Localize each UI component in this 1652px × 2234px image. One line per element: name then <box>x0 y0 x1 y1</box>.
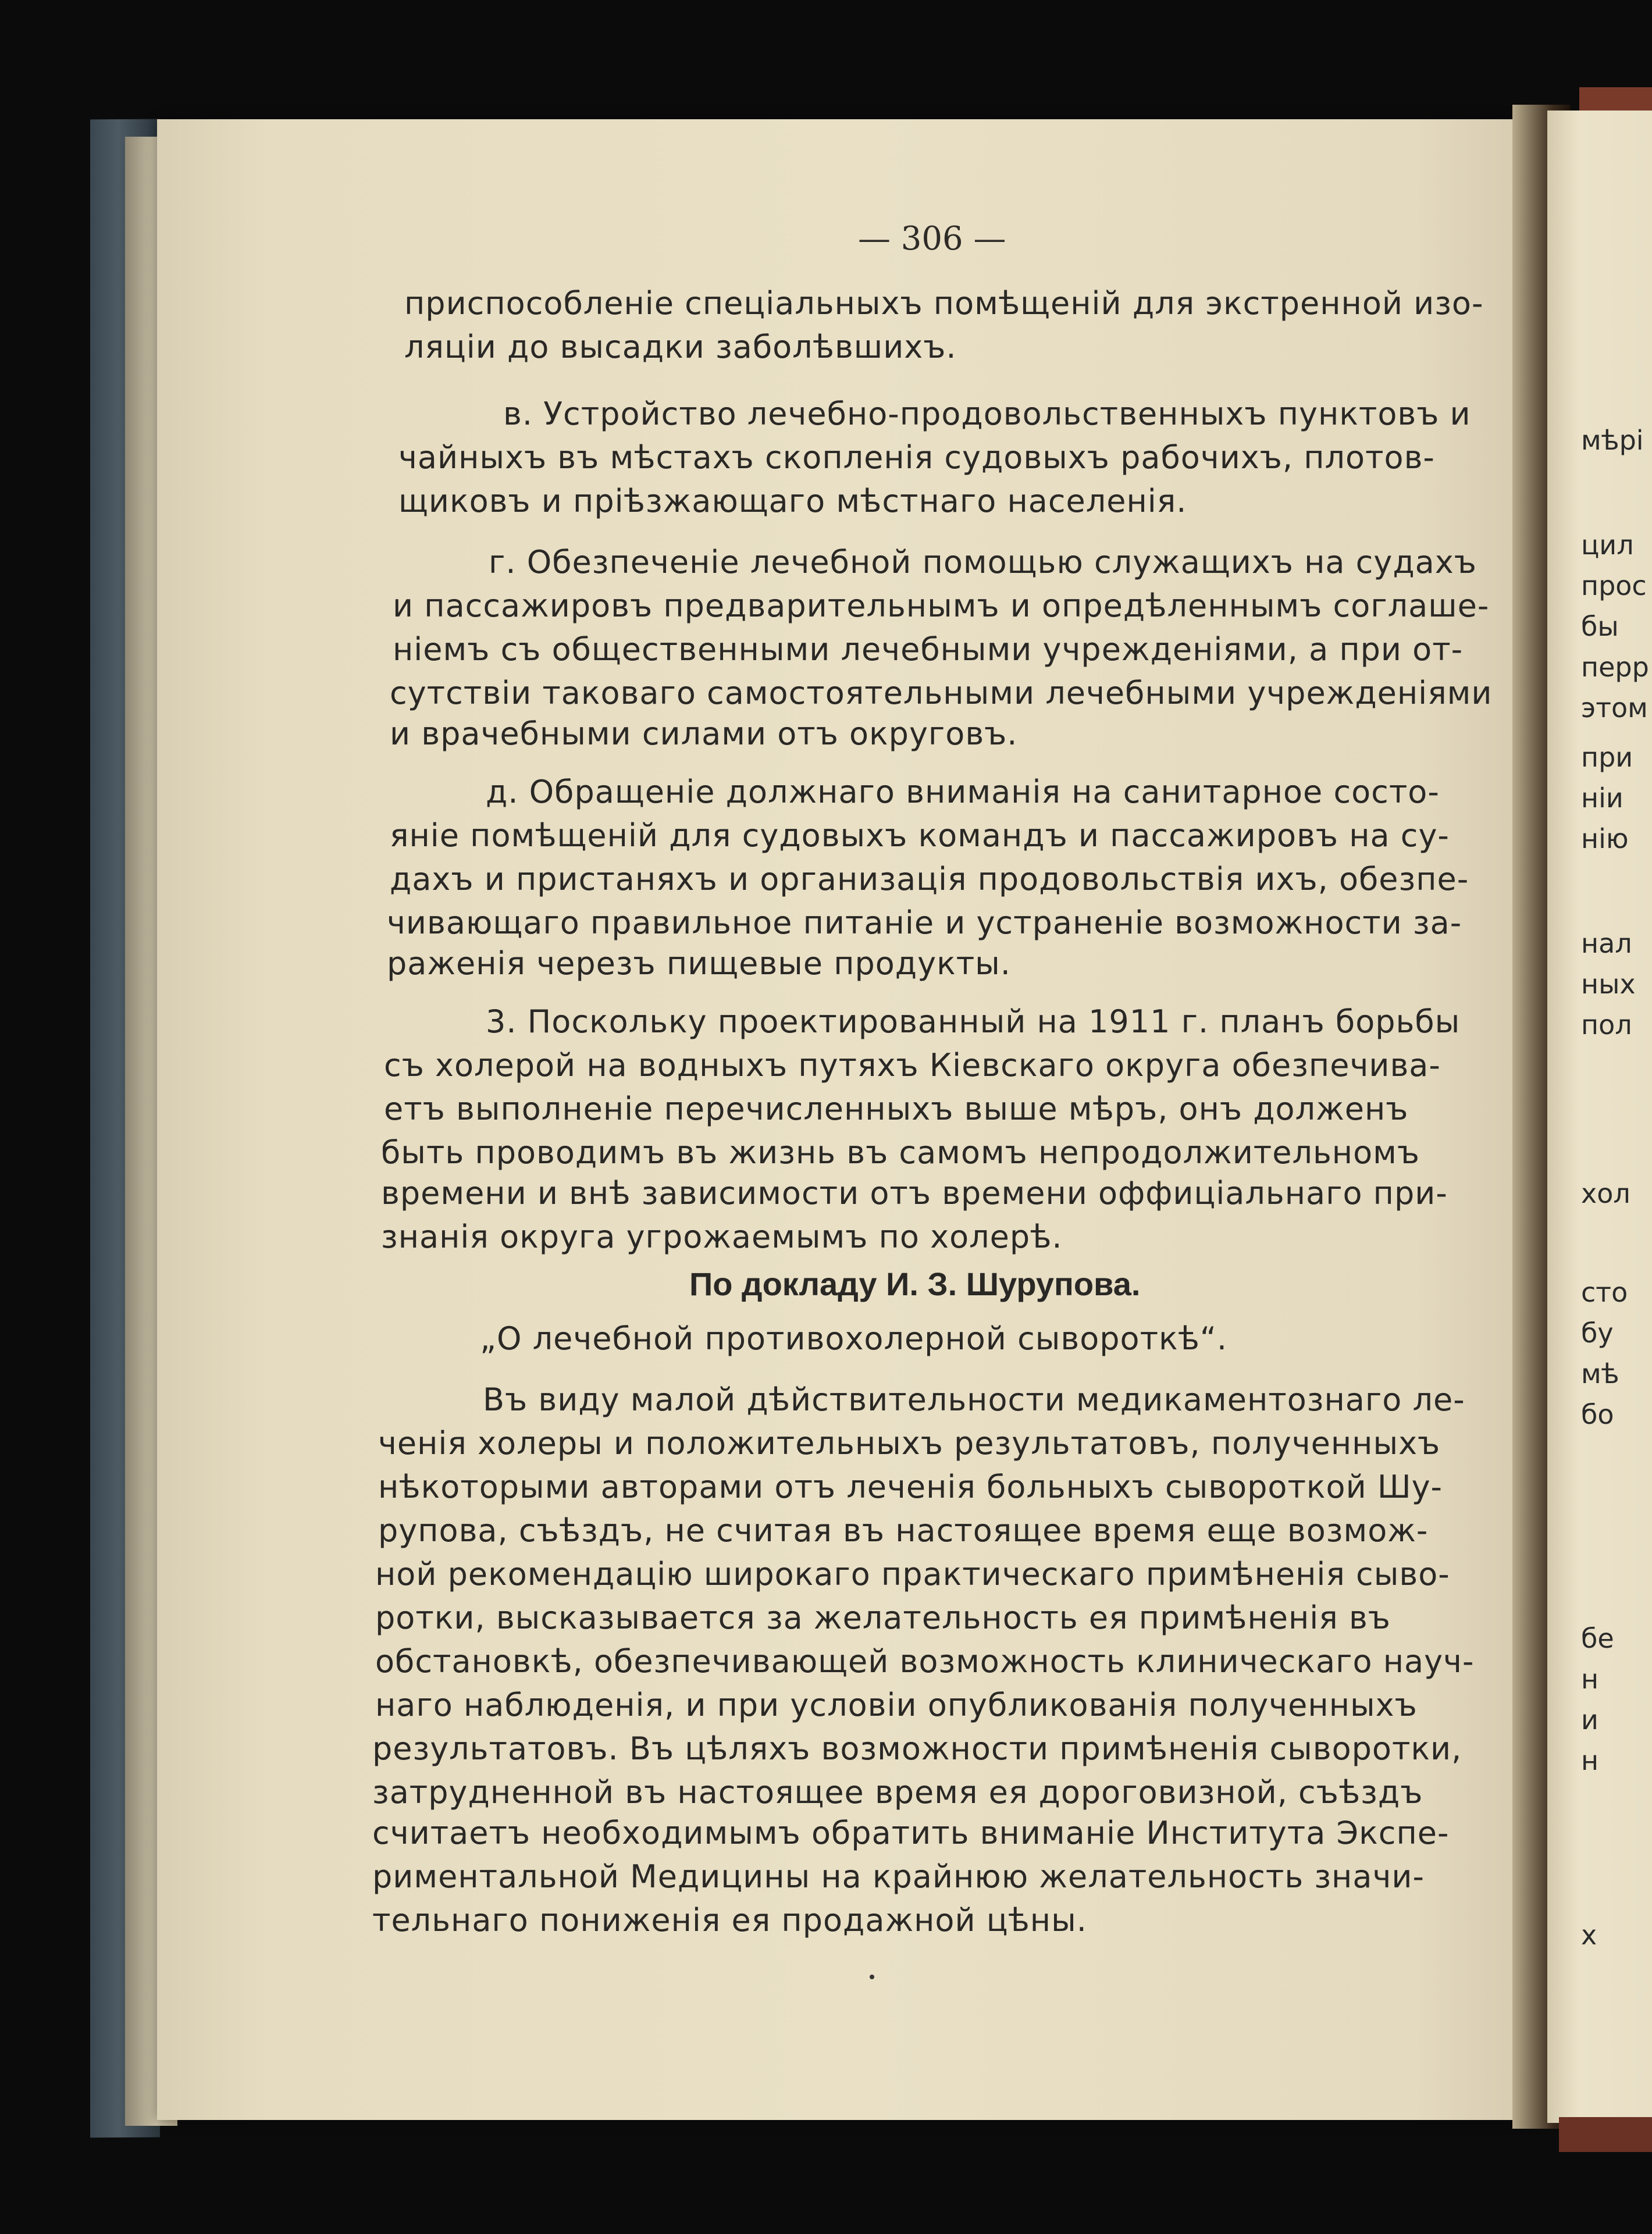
fragment-text: хол <box>1581 1178 1630 1209</box>
text-line: считаетъ необходимымъ обратить вниманіе Института Экспе- <box>372 1815 1450 1851</box>
text-line: щиковъ и пріѣзжающаго мѣстнаго населенія. <box>398 483 1187 519</box>
text-line: ченія холеры и положительныхъ результатовъ, полученныхъ <box>378 1425 1441 1462</box>
text-line: рупова, съѣздъ, не считая въ настоящее время еще возмож- <box>378 1512 1429 1549</box>
fragment-text: перр <box>1581 651 1649 683</box>
fragment-text: бу <box>1581 1317 1614 1349</box>
text-line: наго наблюденія, и при условіи опубликованія полученныхъ <box>375 1687 1418 1723</box>
text-line: раженія черезъ пищевые продукты. <box>387 945 1011 982</box>
text-line: результатовъ. Въ цѣляхъ возможности примѣненія сыворотки, <box>372 1730 1462 1767</box>
fragment-text: нію <box>1581 823 1629 854</box>
fragment-text: и <box>1581 1704 1598 1736</box>
fragment-text: бы <box>1581 611 1619 642</box>
text-line: г. Обезпеченіе лечебной помощью служащихъ на судахъ <box>489 544 1477 580</box>
fragment-text: мѣрі <box>1581 425 1644 456</box>
fragment-text: прос <box>1581 570 1647 601</box>
section-subheading: „О лечебной противохолерной сывороткѣ“. <box>480 1320 1228 1357</box>
text-line: чивающаго правильное питаніе и устраненіе возможности за- <box>387 904 1462 941</box>
section-heading: По докладу И. З. Шурупова. <box>689 1266 1141 1302</box>
text-line: и врачебными силами отъ округовъ. <box>390 715 1018 752</box>
right-spine-bottom <box>1559 2117 1652 2152</box>
text-line: знанія округа угрожаемымъ по холерѣ. <box>381 1218 1063 1255</box>
text-line: ной рекомендацію широкаго практическаго примѣненія сыво- <box>375 1556 1450 1592</box>
text-line: чайныхъ въ мѣстахъ скопленія судовыхъ рабочихъ, плотов- <box>398 439 1435 476</box>
fragment-text: пол <box>1581 1009 1632 1041</box>
fragment-text: мѣ <box>1581 1358 1619 1389</box>
text-line: съ холерой на водныхъ путяхъ Кіевскаго округа обезпечива- <box>384 1047 1441 1084</box>
fragment-text: бе <box>1581 1623 1614 1654</box>
fragment-text: бо <box>1581 1399 1614 1430</box>
right-page <box>1547 111 1652 2123</box>
right-spine-top <box>1579 87 1652 111</box>
text-line: и пассажировъ предварительнымъ и опредѣленнымъ соглаше- <box>393 587 1490 624</box>
text-line: Въ виду малой дѣйствительности медикаментознаго ле- <box>483 1381 1465 1418</box>
text-line: сутствіи таковаго самостоятельными лечебными учрежденіями <box>390 675 1493 711</box>
text-line: ротки, высказывается за желательность ея примѣненія въ <box>375 1599 1391 1636</box>
text-line: риментальной Медицины на крайнюю желательность значи- <box>372 1858 1425 1895</box>
text-line: времени и внѣ зависимости отъ времени оффиціальнаго при- <box>381 1175 1448 1212</box>
ink-speck <box>870 1975 874 1979</box>
fragment-text: н <box>1581 1745 1599 1776</box>
text-line: д. Обращеніе должнаго вниманія на санитарное состо- <box>486 774 1440 810</box>
page-number: — 306 — <box>858 220 1006 258</box>
fragment-text: н <box>1581 1663 1599 1695</box>
text-line: тельнаго пониженія ея продажной цѣны. <box>372 1902 1087 1939</box>
text-line: ніемъ съ общественными лечебными учрежденіями, а при от- <box>393 631 1464 668</box>
text-line: в. Устройство лечебно-продовольственныхъ пунктовъ и <box>503 396 1471 432</box>
text-line: яніе помѣщеній для судовыхъ командъ и пассажировъ на су- <box>390 817 1450 854</box>
fragment-text: ніи <box>1581 782 1623 814</box>
fragment-text: нал <box>1581 928 1632 959</box>
fragment-text: х <box>1581 1919 1597 1951</box>
text-line: дахъ и пристаняхъ и организація продовольствія ихъ, обезпе- <box>390 861 1469 897</box>
fragment-text: этом <box>1581 692 1648 724</box>
fragment-text: ных <box>1581 968 1636 1000</box>
text-line: затрудненной въ настоящее время ея дороговизной, съѣздъ <box>372 1774 1423 1811</box>
fragment-text: при <box>1581 742 1633 773</box>
fragment-text: цил <box>1581 529 1634 561</box>
text-line: етъ выполненіе перечисленныхъ выше мѣръ, онъ долженъ <box>384 1091 1409 1127</box>
text-line: быть проводимъ въ жизнь въ самомъ непродолжительномъ <box>381 1134 1420 1171</box>
fragment-text: сто <box>1581 1277 1628 1308</box>
text-line: приспособленіе спеціальныхъ помѣщеній для экстренной изо- <box>404 285 1484 322</box>
text-line: нѣкоторыми авторами отъ леченія больныхъ сывороткой Шу- <box>378 1469 1443 1505</box>
text-line: 3. Поскольку проектированный на 1911 г. планъ борьбы <box>486 1003 1461 1040</box>
text-line: ляціи до высадки заболѣвшихъ. <box>404 329 957 365</box>
text-line: обстановкѣ, обезпечивающей возможность клиническаго науч- <box>375 1643 1475 1680</box>
